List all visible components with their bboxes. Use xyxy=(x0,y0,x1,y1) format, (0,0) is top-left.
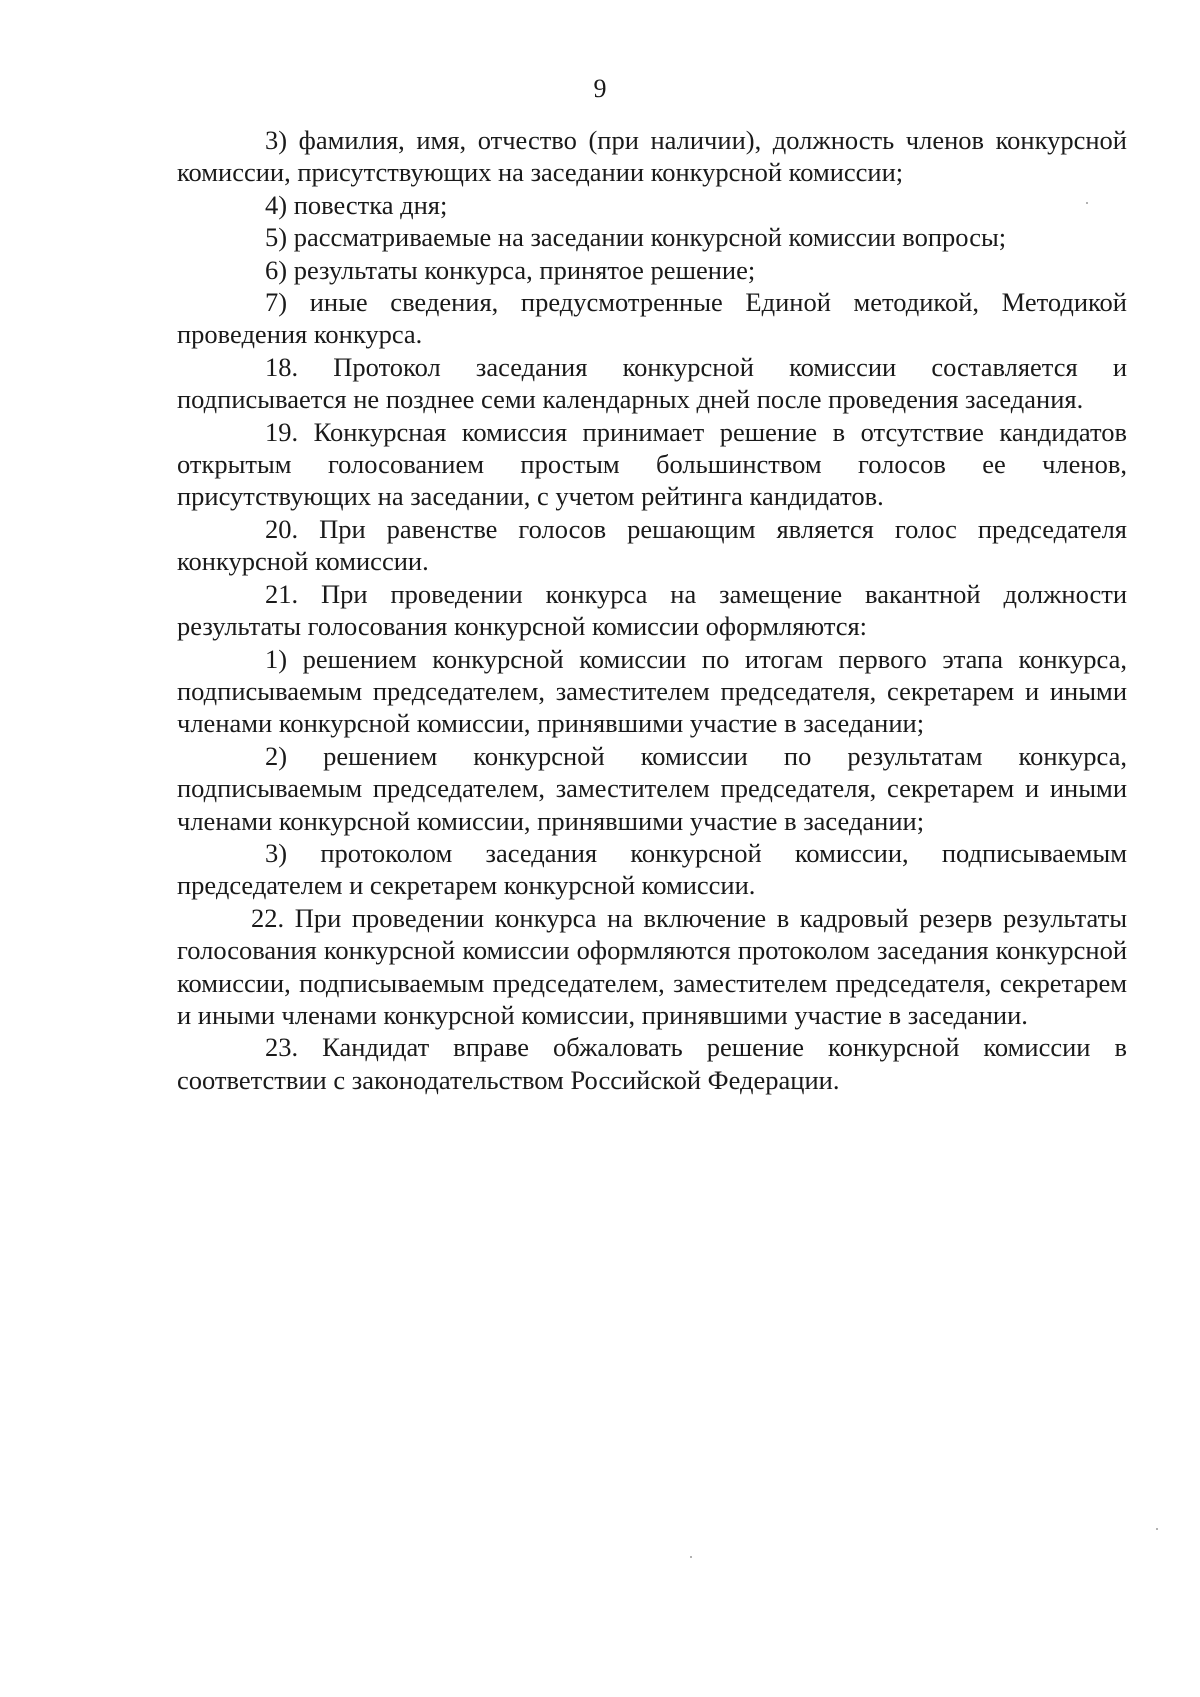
clause-20: 20. При равенстве голосов решающим является голос председателя конкурсной комиссии. xyxy=(177,513,1127,577)
clause-21-item-3: 3) протоколом заседания конкурсной комиссии, подписываемым председателем и секретарем конкурсной комиссии. xyxy=(177,837,1127,901)
scan-speck xyxy=(1086,202,1088,204)
clause-21-item-2: 2) решением конкурсной комиссии по результатам конкурса, подписываемым председателем, заместителем председателя, секретарем и иными членами конкурсной комиссии, принявшими участие в заседании; xyxy=(177,740,1127,836)
page-number: 9 xyxy=(593,74,607,103)
list-item-5-questions: 5) рассматриваемые на заседании конкурсной комиссии вопросы; xyxy=(265,222,1007,253)
document-body xyxy=(177,124,1127,1096)
list-item-3-members: 3) фамилия, имя, отчество (при наличии), должность членов конкурсной комиссии, присутствующих на заседании конкурсной комиссии; xyxy=(177,125,1127,188)
clause-22: 22. При проведении конкурса на включение в кадровый резерв результаты голосования конкурсной комиссии оформляются протоколом заседания конкурсной комиссии, подписываемым председателем, заместителем председателя, секретарем и иными членами конкурсной комиссии, принявшими участие в заседании. xyxy=(177,902,1127,1030)
clause-23: 23. Кандидат вправе обжаловать решение конкурсной комиссии в соответствии с законодательством Российской Федерации. xyxy=(177,1032,1127,1095)
list-item-6-results: 6) результаты конкурса, принятое решение; xyxy=(265,254,756,285)
scan-speck xyxy=(1156,1528,1158,1530)
clause-21: 21. При проведении конкурса на замещение вакантной должности результаты голосования конкурсной комиссии оформляются: xyxy=(177,578,1127,642)
list-item-4-agenda: 4) повестка дня; xyxy=(265,189,448,220)
clause-18: 18. Протокол заседания конкурсной комиссии составляется и подписывается не позднее семи календарных дней после проведения заседания. xyxy=(177,351,1127,415)
scan-speck xyxy=(690,1556,692,1558)
clause-19: 19. Конкурсная комиссия принимает решение в отсутствие кандидатов открытым голосованием простым большинством голосов ее членов, присутствующих на заседании, с учетом рейтинга кандидатов. xyxy=(177,416,1127,512)
clause-21-item-1: 1) решением конкурсной комиссии по итогам первого этапа конкурса, подписываемым председателем, заместителем председателя, секретарем и иными членами конкурсной комиссии, принявшими участие в заседании; xyxy=(177,643,1127,739)
list-item-7-other-info: 7) иные сведения, предусмотренные Единой методикой, Методикой проведения конкурса. xyxy=(177,287,1127,350)
